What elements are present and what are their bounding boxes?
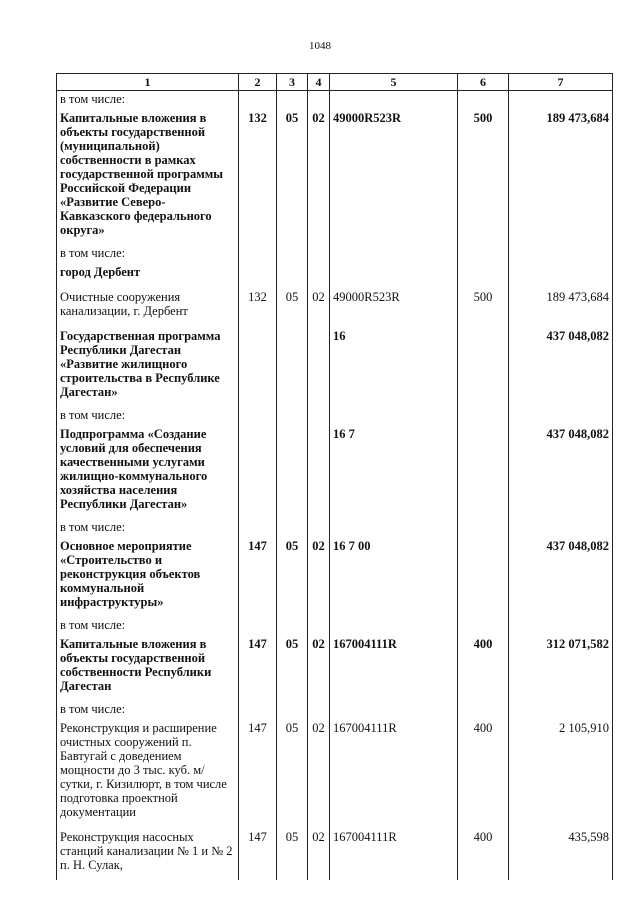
row-name-cell: Капитальные вложения в объекты государственной (муниципальной) собственности в рамках государственной программы Российской Федерации «Развитие Северо-Кавказского федерального округа»	[57, 108, 239, 245]
amount-cell	[509, 407, 613, 424]
code-ministry-cell	[239, 245, 277, 262]
subsection-cell: 02	[308, 827, 330, 880]
amount-cell	[509, 91, 613, 109]
subsection-cell: 02	[308, 634, 330, 701]
subsection-cell	[308, 519, 330, 536]
code-ministry-cell	[239, 91, 277, 109]
column-header-1: 1	[57, 74, 239, 91]
expense-type-cell	[458, 262, 509, 287]
subsection-cell	[308, 326, 330, 407]
amount-cell	[509, 701, 613, 718]
table-row	[57, 262, 613, 287]
expense-type-cell	[458, 424, 509, 519]
row-name-cell: Реконструкция и расширение очистных сооружений п. Бавтугай с доведением мощности до 3 тыс. куб. м/сутки, г. Кизилюрт, в том числе подготовка проектной документации	[57, 718, 239, 827]
code-ministry-cell	[239, 262, 277, 287]
row-name-cell: в том числе:	[57, 407, 239, 424]
expense-type-cell: 500	[458, 108, 509, 245]
table-body	[57, 91, 613, 881]
row-name-cell: Очистные сооружения канализации, г. Дербент	[57, 287, 239, 326]
amount-cell: 437 048,082	[509, 326, 613, 407]
expense-type-cell: 500	[458, 287, 509, 326]
subsection-cell: 02	[308, 536, 330, 617]
amount-cell: 437 048,082	[509, 424, 613, 519]
code-ministry-cell	[239, 424, 277, 519]
header-row	[57, 74, 613, 91]
target-article-cell	[330, 519, 458, 536]
column-header-6: 6	[458, 74, 509, 91]
expense-type-cell	[458, 519, 509, 536]
table-row	[57, 634, 613, 701]
page-number: 1048	[309, 40, 331, 52]
target-article-cell	[330, 701, 458, 718]
subsection-cell	[308, 407, 330, 424]
row-name-cell: в том числе:	[57, 519, 239, 536]
section-cell: 05	[277, 827, 308, 880]
code-ministry-cell: 147	[239, 718, 277, 827]
amount-cell: 189 473,684	[509, 287, 613, 326]
target-article-cell	[330, 245, 458, 262]
subsection-cell: 02	[308, 287, 330, 326]
subheading-row	[57, 701, 613, 718]
row-name-cell: город Дербент	[57, 262, 239, 287]
section-cell	[277, 424, 308, 519]
row-name-cell: Основное мероприятие «Строительство и реконструкция объектов коммунальной инфраструктуры»	[57, 536, 239, 617]
code-ministry-cell: 132	[239, 287, 277, 326]
target-article-cell: 167004111R	[330, 634, 458, 701]
code-ministry-cell	[239, 519, 277, 536]
section-cell: 05	[277, 536, 308, 617]
expense-type-cell	[458, 326, 509, 407]
amount-cell	[509, 617, 613, 634]
subsection-cell	[308, 91, 330, 109]
amount-cell	[509, 245, 613, 262]
subsection-cell: 02	[308, 718, 330, 827]
section-cell	[277, 519, 308, 536]
section-cell	[277, 701, 308, 718]
section-cell	[277, 326, 308, 407]
code-ministry-cell: 147	[239, 827, 277, 880]
amount-cell: 435,598	[509, 827, 613, 880]
expense-type-cell: 400	[458, 634, 509, 701]
expense-type-cell: 400	[458, 827, 509, 880]
row-name-cell: в том числе:	[57, 617, 239, 634]
section-cell	[277, 245, 308, 262]
code-ministry-cell	[239, 617, 277, 634]
subsection-cell	[308, 245, 330, 262]
section-cell: 05	[277, 108, 308, 245]
subsection-cell	[308, 701, 330, 718]
target-article-cell: 16 7 00	[330, 536, 458, 617]
column-header-7: 7	[509, 74, 613, 91]
row-name-cell: Капитальные вложения в объекты государственной собственности Республики Дагестан	[57, 634, 239, 701]
target-article-cell	[330, 262, 458, 287]
column-header-3: 3	[277, 74, 308, 91]
row-name-cell: Государственная программа Республики Дагестан «Развитие жилищного строительства в Республике Дагестан»	[57, 326, 239, 407]
subsection-cell	[308, 617, 330, 634]
section-cell: 05	[277, 718, 308, 827]
budget-table	[56, 73, 613, 880]
target-article-cell: 16	[330, 326, 458, 407]
table-row	[57, 108, 613, 245]
subheading-row	[57, 407, 613, 424]
row-name-cell: Подпрограмма «Создание условий для обеспечения качественными услугами жилищно-коммунального хозяйства населения Республики Дагестан»	[57, 424, 239, 519]
expense-type-cell	[458, 701, 509, 718]
column-header-2: 2	[239, 74, 277, 91]
section-cell	[277, 91, 308, 109]
table-row	[57, 536, 613, 617]
table-row	[57, 326, 613, 407]
row-name-cell: в том числе:	[57, 701, 239, 718]
amount-cell: 2 105,910	[509, 718, 613, 827]
expense-type-cell	[458, 245, 509, 262]
subsection-cell	[308, 262, 330, 287]
target-article-cell: 49000R523R	[330, 287, 458, 326]
expense-type-cell: 400	[458, 718, 509, 827]
code-ministry-cell: 147	[239, 634, 277, 701]
expense-type-cell	[458, 407, 509, 424]
target-article-cell: 16 7	[330, 424, 458, 519]
subheading-row	[57, 245, 613, 262]
amount-cell	[509, 519, 613, 536]
row-name-cell: в том числе:	[57, 245, 239, 262]
table-row	[57, 424, 613, 519]
expense-type-cell	[458, 617, 509, 634]
table-row	[57, 827, 613, 880]
target-article-cell: 49000R523R	[330, 108, 458, 245]
subsection-cell: 02	[308, 108, 330, 245]
table-header	[57, 74, 613, 91]
column-header-5: 5	[330, 74, 458, 91]
subsection-cell	[308, 424, 330, 519]
target-article-cell	[330, 617, 458, 634]
code-ministry-cell	[239, 326, 277, 407]
section-cell	[277, 617, 308, 634]
subheading-row	[57, 91, 613, 109]
amount-cell: 312 071,582	[509, 634, 613, 701]
code-ministry-cell: 147	[239, 536, 277, 617]
amount-cell: 189 473,684	[509, 108, 613, 245]
amount-cell: 437 048,082	[509, 536, 613, 617]
code-ministry-cell: 132	[239, 108, 277, 245]
target-article-cell	[330, 407, 458, 424]
section-cell: 05	[277, 634, 308, 701]
column-header-4: 4	[308, 74, 330, 91]
target-article-cell: 167004111R	[330, 827, 458, 880]
section-cell	[277, 262, 308, 287]
table-row	[57, 718, 613, 827]
target-article-cell	[330, 91, 458, 109]
subheading-row	[57, 519, 613, 536]
subheading-row	[57, 617, 613, 634]
amount-cell	[509, 262, 613, 287]
section-cell	[277, 407, 308, 424]
row-name-cell: Реконструкция насосных станций канализации № 1 и № 2 п. Н. Сулак,	[57, 827, 239, 880]
table-row	[57, 287, 613, 326]
target-article-cell: 167004111R	[330, 718, 458, 827]
code-ministry-cell	[239, 701, 277, 718]
section-cell: 05	[277, 287, 308, 326]
expense-type-cell	[458, 91, 509, 109]
expense-type-cell	[458, 536, 509, 617]
code-ministry-cell	[239, 407, 277, 424]
row-name-cell: в том числе:	[57, 91, 239, 109]
